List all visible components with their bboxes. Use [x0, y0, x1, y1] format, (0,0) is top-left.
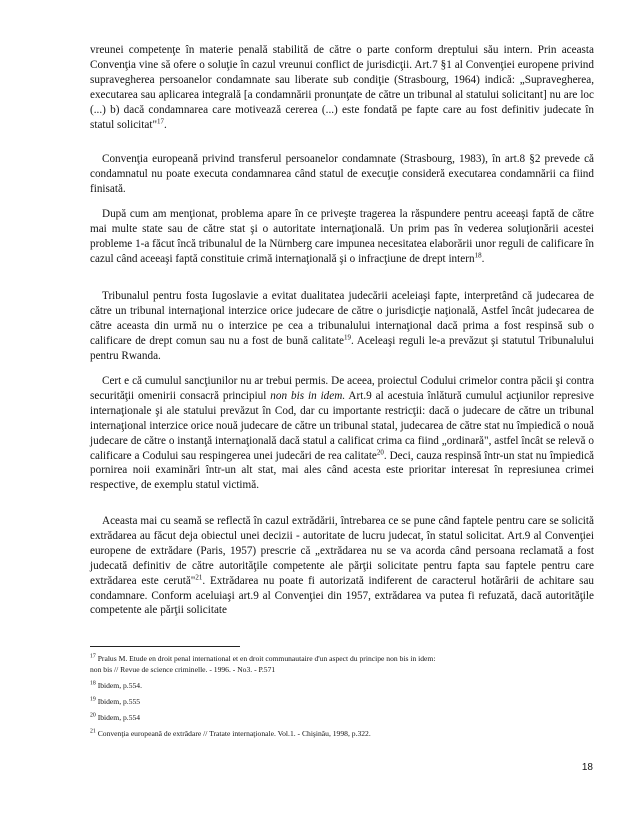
footnote-17: $^{17}$ Pralus M. Etude en droit penal international et en droit communautaire d'un aspect du principe non bis in idem: non bis // Revue de science criminelle. - 1996. - No3. - P.571	[90, 653, 436, 674]
paragraph	[90, 152, 594, 197]
paragraph-text: Tribunalul pentru fosta Iugoslavie a evitat dualitatea judecării aceleiaşi fapte, interpretând că judecarea de către un tribunal internaţional interzice orice judecare de către o jurisdicţie naţională, Astfel încât judecarea de către aceasta din urmă nu o interzice pe cea a tribunalului internaţional dacă prima a fost respinsă sub o calificare de drept comun sau nu a fost de bună calitate	[90, 290, 594, 347]
paragraph-text: Convenţia europeană privind transferul persoanelor condamnate (Strasbourg, 1983), în art.8 §2 prevede că condamnatul nu poate executa condamnarea când statul de execuţie consideră executarea condamnării ca fiind finisată.	[90, 153, 594, 195]
paragraph-text: Aceasta mai cu seamă se reflectă în cazul extrădării, întrebarea ce se pune când faptele pentru care se solicită extrădarea au făcut deja obiectul unei decizii - autoritate de lucru judecat, în statul solicitat. Art.9 al Convenţiei europene de extrădare (Paris, 1957) prescrie că „extrădarea nu se va acorda când persoana reclamată a fost judecată definitiv de către autorităţile competente ale părţii solicitate pentru fapta sau faptele pentru care extrădarea este cerută"	[90, 515, 594, 587]
footnote-20: $^{20}$ Ibidem, p.554	[90, 712, 141, 722]
paragraph-text: . Deci, cauza respinsă într-un stat nu împiedică pornirea noii examinări într-un alt stat, mai ales când acesta este prioritar interesat în represiunea crimei respective, de exemplu statul victimă.	[90, 449, 594, 492]
paragraph	[90, 207, 594, 267]
paragraph-text: vreunei competenţe în materie penală stabilită de către o parte conform dreptului său intern. Prin aceasta Convenţia vine să ofere o soluţie în cazul vreunui conflict de jurisdicţii. Art.7 §1 al Convenţiei europene privind supravegherea persoanelor condamnate sau liberate sub condiţie (Strasbourg, 1964) indică: „Supravegherea, executarea sau aplicarea integrală [a condamnării pronunţate de către un tribunal al statului solicitant] nu are loc (...) b) dacă condamnarea care motivează cererea (...) este fondată pe fapte care au fost definitiv judecate în statul solicitat"	[90, 44, 594, 131]
footnote-ref: 18	[474, 250, 482, 259]
paragraph-text: După cum am menţionat, problema apare în ce priveşte tragerea la răspundere pentru aceeaşi faptă de către mai multe state sau de către stat şi o autoritate internaţională. Un prim pas în vederea soluţionării acestei probleme 1-a făcut încă tribunalul de la Nürnberg care impunea necesitatea elaborării unor reguli de calificare în cazul când aceeaşi faptă constituie crimă internaţională şi o infracţiune de drept intern	[90, 208, 594, 265]
footnote-ref: 20	[376, 447, 384, 456]
paragraph-text: Cert e că cumulul sancţiunilor nu ar trebui permis. De aceea, proiectul Codului crimelor contra păcii şi contra securităţii omenirii consacră principiul	[90, 375, 594, 402]
footnote-ref: 21	[195, 572, 203, 581]
paragraph-text: Art.9 al acestuia înlătură cumulul acţiunilor represive internaţionale şi ale statului prevăzut în Cod, dar cu importante restricţii: dacă o judecare de către un tribunal internaţional interzice orice nouă judecare de către un tribunal statal, judecarea de către stat nu împiedică o nouă judecare de către o instanţă internaţională dacă statul a calificat crima ca fiind „ordinară", astfel încât se relevă o calificare a Codului sau respingerea unei judecări de rea calitate	[90, 389, 594, 462]
footnote-ref: 17	[157, 116, 165, 125]
paragraph	[90, 374, 594, 493]
paragraph-text: . Extrădarea nu poate fi autorizată indiferent de caracterul hotărârii de achitare sau condamnare. Conform aceluiaşi art.9 al Convenţiei din 1957, extrădarea va putea fi refuzată, dacă autorităţile competente ale părţii solicitate	[90, 574, 594, 617]
footnote-21: $^{21}$ Convenţia europeană de extrădare // Tratate internaţionale. Vol.1. - Chişinău, 1998, p.322.	[90, 728, 371, 738]
paragraph	[90, 43, 594, 132]
footnote-18: $^{18}$ Ibidem, p.554.	[90, 680, 142, 690]
footnote-ref: 19	[344, 332, 352, 341]
page-number: 18	[581, 762, 593, 773]
paragraph-text: .	[164, 118, 167, 131]
paragraph-text: . Aceleaşi reguli le-a prevăzut şi statutul Tribunalului pentru Rwanda.	[90, 334, 594, 362]
paragraph-text: .	[481, 252, 485, 265]
footnote-separator	[90, 646, 240, 647]
footnote-19: $^{19}$ Ibidem, p.555	[90, 696, 141, 706]
paragraph	[90, 289, 594, 364]
paragraph	[90, 514, 594, 618]
italic-term: non bis in idem.	[270, 389, 346, 402]
